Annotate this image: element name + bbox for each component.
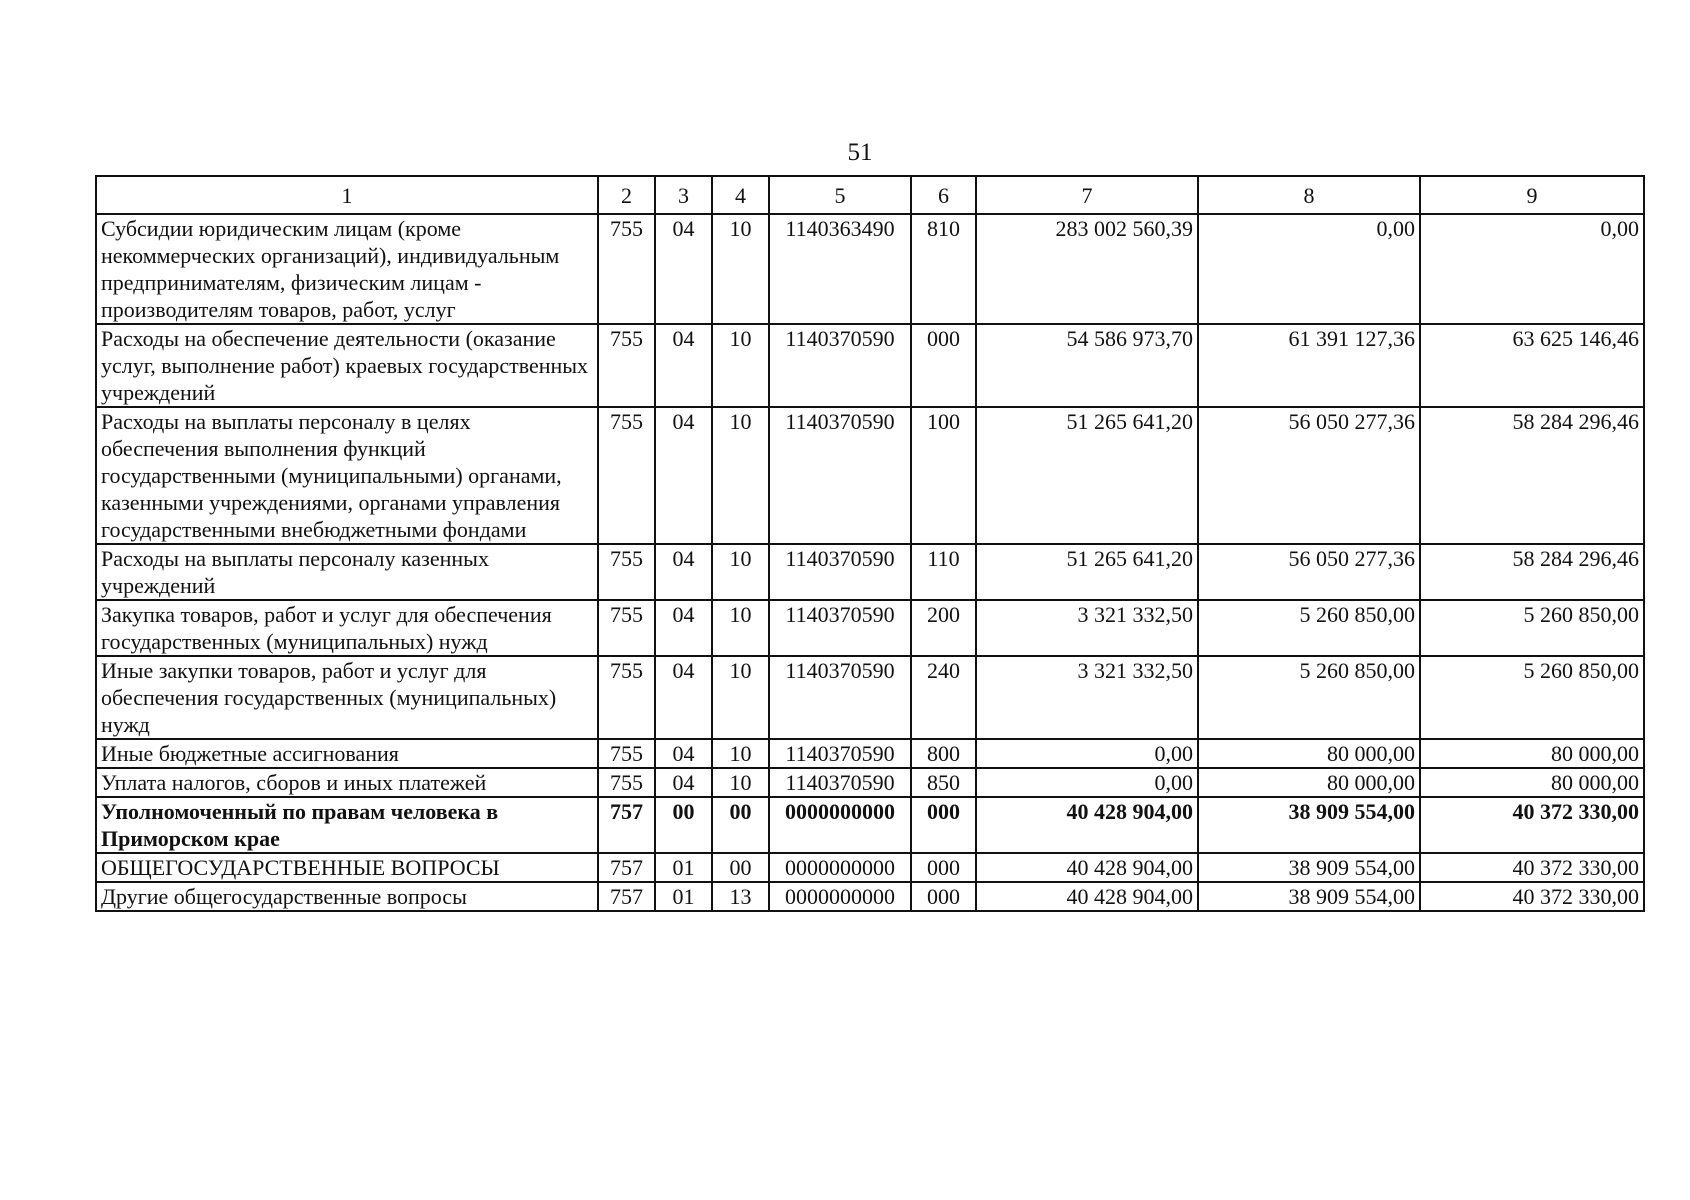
code-target: 0000000000: [769, 797, 911, 853]
amount-col-9: 40 372 330,00: [1420, 853, 1644, 882]
code-subsection: 13: [712, 882, 769, 911]
column-header-7: 7: [976, 176, 1198, 214]
amount-col-9: 58 284 296,46: [1420, 544, 1644, 600]
table-row: [96, 544, 1644, 600]
code-subsection: 10: [712, 600, 769, 656]
amount-col-7: 51 265 641,20: [976, 407, 1198, 544]
code-target: 0000000000: [769, 882, 911, 911]
code-expense-type: 000: [911, 324, 976, 407]
code-expense-type: 000: [911, 853, 976, 882]
budget-table: [95, 175, 1645, 912]
column-header-4: 4: [712, 176, 769, 214]
code-ministry: 757: [598, 797, 655, 853]
code-target: 1140370590: [769, 544, 911, 600]
amount-col-7: 283 002 560,39: [976, 214, 1198, 324]
amount-col-9: 40 372 330,00: [1420, 882, 1644, 911]
code-ministry: 755: [598, 739, 655, 768]
amount-col-8: 56 050 277,36: [1198, 544, 1420, 600]
code-expense-type: 800: [911, 739, 976, 768]
amount-col-8: 38 909 554,00: [1198, 797, 1420, 853]
table-row: [96, 407, 1644, 544]
amount-col-8: 5 260 850,00: [1198, 656, 1420, 739]
code-expense-type: 810: [911, 214, 976, 324]
page-number: 51: [847, 139, 873, 166]
code-target: 1140370590: [769, 600, 911, 656]
code-section: 01: [655, 853, 712, 882]
code-subsection: 00: [712, 797, 769, 853]
code-target: 1140363490: [769, 214, 911, 324]
table-row: [96, 656, 1644, 739]
row-name: Закупка товаров, работ и услуг для обеспечения государственных (муниципальных) нужд: [96, 600, 598, 656]
code-target: 1140370590: [769, 324, 911, 407]
amount-col-7: 40 428 904,00: [976, 853, 1198, 882]
amount-col-9: 58 284 296,46: [1420, 407, 1644, 544]
row-name: Расходы на выплаты персоналу казенных учреждений: [96, 544, 598, 600]
amount-col-8: 38 909 554,00: [1198, 853, 1420, 882]
code-ministry: 755: [598, 656, 655, 739]
code-section: 04: [655, 324, 712, 407]
code-subsection: 10: [712, 214, 769, 324]
code-section: 04: [655, 739, 712, 768]
code-subsection: 10: [712, 324, 769, 407]
code-section: 04: [655, 656, 712, 739]
header-row: [96, 176, 1644, 214]
amount-col-8: 0,00: [1198, 214, 1420, 324]
code-expense-type: 850: [911, 768, 976, 797]
row-name: Другие общегосударственные вопросы: [96, 882, 598, 911]
column-header-5: 5: [769, 176, 911, 214]
table-row: [96, 214, 1644, 324]
code-ministry: 757: [598, 882, 655, 911]
code-section: 04: [655, 407, 712, 544]
amount-col-7: 3 321 332,50: [976, 600, 1198, 656]
code-expense-type: 200: [911, 600, 976, 656]
amount-col-7: 3 321 332,50: [976, 656, 1198, 739]
amount-col-8: 56 050 277,36: [1198, 407, 1420, 544]
amount-col-7: 40 428 904,00: [976, 797, 1198, 853]
amount-col-8: 5 260 850,00: [1198, 600, 1420, 656]
code-subsection: 00: [712, 853, 769, 882]
amount-col-7: 40 428 904,00: [976, 882, 1198, 911]
row-name: Расходы на выплаты персоналу в целях обеспечения выполнения функций государственными (муниципальными) органами, казенными учреждениями, органами управления государственными внебюджетными фондами: [96, 407, 598, 544]
code-section: 00: [655, 797, 712, 853]
code-ministry: 755: [598, 324, 655, 407]
code-section: 01: [655, 882, 712, 911]
code-ministry: 755: [598, 407, 655, 544]
column-header-8: 8: [1198, 176, 1420, 214]
amount-col-9: 80 000,00: [1420, 768, 1644, 797]
table-row-total: [96, 797, 1644, 853]
code-target: 1140370590: [769, 768, 911, 797]
code-section: 04: [655, 544, 712, 600]
table-row: [96, 768, 1644, 797]
amount-col-9: 80 000,00: [1420, 739, 1644, 768]
code-ministry: 755: [598, 544, 655, 600]
amount-col-8: 80 000,00: [1198, 768, 1420, 797]
amount-col-7: 0,00: [976, 768, 1198, 797]
code-subsection: 10: [712, 544, 769, 600]
row-name: Расходы на обеспечение деятельности (оказание услуг, выполнение работ) краевых государственных учреждений: [96, 324, 598, 407]
code-subsection: 10: [712, 656, 769, 739]
code-subsection: 10: [712, 739, 769, 768]
row-name: Уполномоченный по правам человека в Приморском крае: [96, 797, 598, 853]
code-target: 0000000000: [769, 853, 911, 882]
code-ministry: 755: [598, 214, 655, 324]
code-subsection: 10: [712, 768, 769, 797]
code-expense-type: 000: [911, 797, 976, 853]
amount-col-8: 38 909 554,00: [1198, 882, 1420, 911]
table-row: [96, 324, 1644, 407]
amount-col-9: 40 372 330,00: [1420, 797, 1644, 853]
row-name: ОБЩЕГОСУДАРСТВЕННЫЕ ВОПРОСЫ: [96, 853, 598, 882]
code-ministry: 755: [598, 600, 655, 656]
code-ministry: 755: [598, 768, 655, 797]
amount-col-7: 0,00: [976, 739, 1198, 768]
code-target: 1140370590: [769, 656, 911, 739]
code-expense-type: 240: [911, 656, 976, 739]
amount-col-7: 54 586 973,70: [976, 324, 1198, 407]
amount-col-9: 5 260 850,00: [1420, 600, 1644, 656]
column-header-2: 2: [598, 176, 655, 214]
code-expense-type: 110: [911, 544, 976, 600]
code-section: 04: [655, 600, 712, 656]
column-header-9: 9: [1420, 176, 1644, 214]
code-target: 1140370590: [769, 407, 911, 544]
table-row: [96, 882, 1644, 911]
amount-col-8: 80 000,00: [1198, 739, 1420, 768]
column-header-3: 3: [655, 176, 712, 214]
row-name: Иные закупки товаров, работ и услуг для обеспечения государственных (муниципальных) нужд: [96, 656, 598, 739]
code-section: 04: [655, 768, 712, 797]
amount-col-9: 5 260 850,00: [1420, 656, 1644, 739]
column-header-6: 6: [911, 176, 976, 214]
amount-col-9: 63 625 146,46: [1420, 324, 1644, 407]
code-expense-type: 000: [911, 882, 976, 911]
table-row: [96, 853, 1644, 882]
row-name: Субсидии юридическим лицам (кроме некоммерческих организаций), индивидуальным предпринимателям, физическим лицам - производителям товаров, работ, услуг: [96, 214, 598, 324]
code-section: 04: [655, 214, 712, 324]
amount-col-8: 61 391 127,36: [1198, 324, 1420, 407]
amount-col-9: 0,00: [1420, 214, 1644, 324]
row-name: Иные бюджетные ассигнования: [96, 739, 598, 768]
row-name: Уплата налогов, сборов и иных платежей: [96, 768, 598, 797]
code-expense-type: 100: [911, 407, 976, 544]
code-ministry: 757: [598, 853, 655, 882]
table-row: [96, 739, 1644, 768]
table-row: [96, 600, 1644, 656]
code-subsection: 10: [712, 407, 769, 544]
amount-col-7: 51 265 641,20: [976, 544, 1198, 600]
column-header-1: 1: [96, 176, 598, 214]
code-target: 1140370590: [769, 739, 911, 768]
